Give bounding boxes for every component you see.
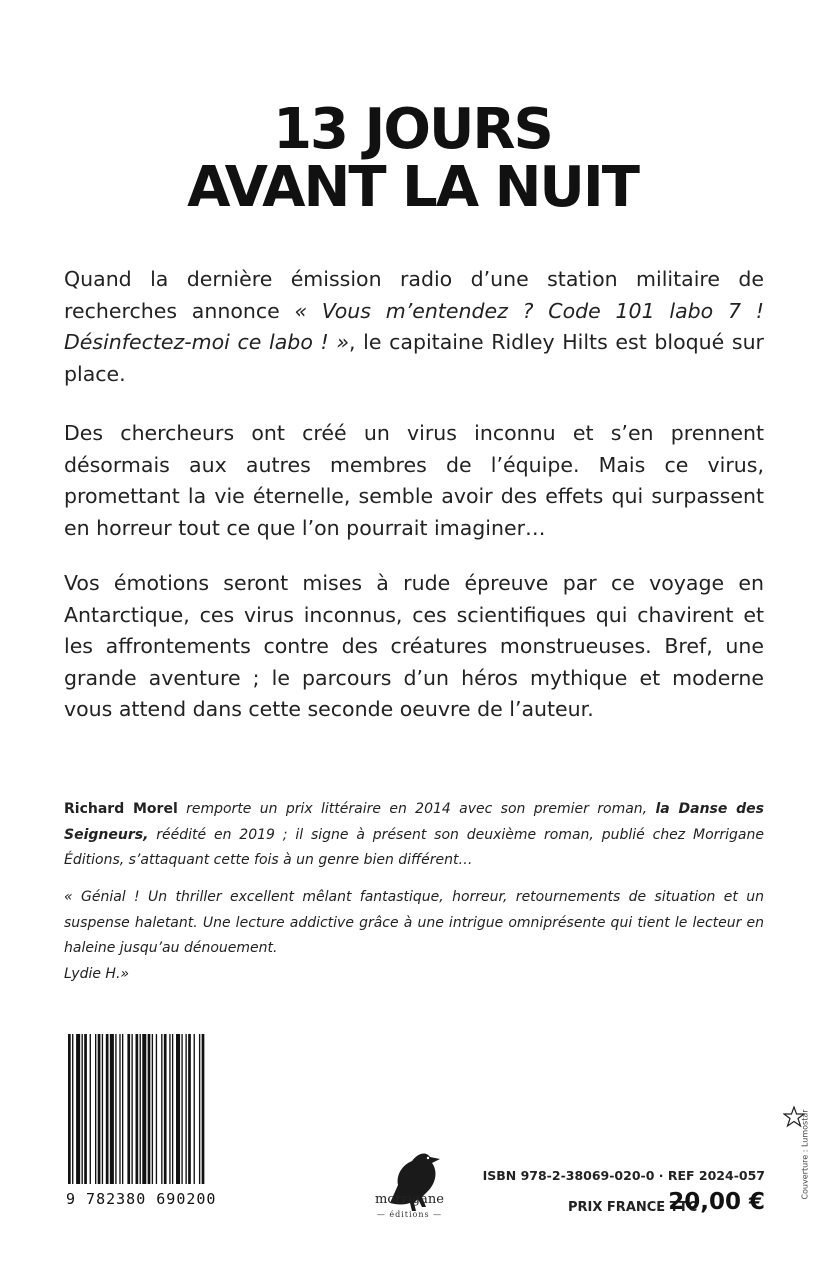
reader-review (64, 885, 764, 987)
price-label: PRIX FRANCE TTC (568, 1200, 698, 1215)
barcode-bar (142, 1034, 146, 1184)
barcode-bars (66, 1034, 254, 1184)
barcode-digits: 9 782380 690200 (66, 1190, 217, 1208)
barcode-bar (102, 1034, 103, 1184)
author-bio-text-2: réédité en 2019 ; il signe à présent son deuxième roman, publié chez Morrigane Éditions, s’attaquant cette fois à un genre bien différent… (64, 826, 764, 868)
barcode-bar (115, 1034, 116, 1184)
barcode-bar (156, 1034, 157, 1184)
barcode-bar (148, 1034, 151, 1184)
barcode-bar (202, 1034, 205, 1184)
barcode-bar (122, 1034, 123, 1184)
cover-credit: Couverture : Lumostar (800, 1109, 810, 1200)
barcode-bar (161, 1034, 162, 1184)
barcode-bar (76, 1034, 80, 1184)
barcode-bar (119, 1034, 120, 1184)
author-bio (64, 797, 764, 874)
barcode-bar (90, 1034, 91, 1184)
barcode-bar (72, 1034, 73, 1184)
barcode-bar (106, 1034, 109, 1184)
barcode-bar (98, 1034, 101, 1184)
paragraph-1-text: Quand la dernière émission radio d’une station militaire de recherches annonce (64, 267, 764, 323)
review-text: « Génial ! Un thriller excellent mêlant fantastique, horreur, retournements de situation et un suspense haletant. Une lecture addictive grâce à une intrigue omniprésente qui tient le lecteur en haleine jusqu’au dénouement. (64, 889, 764, 956)
barcode-bar (127, 1034, 130, 1184)
barcode-bar (95, 1034, 96, 1184)
barcode-bar (164, 1034, 167, 1184)
author-name: Richard Morel (64, 801, 178, 817)
barcode-bar (176, 1034, 180, 1184)
barcode-bar (68, 1034, 71, 1184)
barcode-bar (136, 1034, 139, 1184)
price-value: 20,00 € (668, 1189, 765, 1215)
barcode-bar (152, 1034, 153, 1184)
barcode-bar (131, 1034, 132, 1184)
barcode-bar (82, 1034, 83, 1184)
barcode-bar (169, 1034, 170, 1184)
barcode-bar (84, 1034, 87, 1184)
barcode-bar (185, 1034, 186, 1184)
publisher-name: morrigane (375, 1192, 444, 1207)
blurb-paragraph-1 (64, 264, 764, 390)
barcode-bar (181, 1034, 182, 1184)
barcode-bar (188, 1034, 191, 1184)
author-bio-text-1: remporte un prix littéraire en 2014 avec son premier roman, (177, 801, 656, 817)
isbn-reference: ISBN 978-2-38069-020-0 · REF 2024-057 (482, 1168, 765, 1183)
blurb-paragraph-2: Des chercheurs ont créé un virus inconnu et s’en prennent désormais aux autres membres de l’équipe. Mais ce virus, promettant la vie éternelle, semble avoir des effets qui surpassent en horreur tout ce que l’on pourrait imaginer… (64, 421, 764, 540)
review-signature: Lydie H.» (64, 965, 130, 982)
previous-book-title: la Danse des Seigneurs, (64, 801, 764, 843)
barcode-bar (172, 1034, 173, 1184)
radio-quote: « Vous m’entendez ? Code 101 labo 7 ! Désinfectez-moi ce labo ! » (64, 298, 764, 354)
isbn-barcode (66, 1034, 254, 1206)
barcode-bar (110, 1034, 114, 1184)
publisher-subtitle: — éditions — (376, 1210, 443, 1219)
book-title-line-2: AVANT LA NUIT (187, 155, 638, 220)
barcode-bar (199, 1034, 200, 1184)
barcode-bar (140, 1034, 141, 1184)
barcode-bar (194, 1034, 195, 1184)
book-title-line-1: 13 JOURS (273, 97, 552, 162)
blurb-paragraph-3: Vos émotions seront mises à rude épreuve par ce voyage en Antarctique, ces virus inconnus, ces scientifiques qui chavirent et les affrontements contre des créatures monstrueuses. Bref, une grande aventure ; le parcours d’un héros mythique et moderne vous attend dans cette seconde oeuvre de l’auteur. (64, 571, 764, 721)
paragraph-1-end: , le capitaine Ridley Hilts est bloqué sur place. (64, 330, 764, 386)
